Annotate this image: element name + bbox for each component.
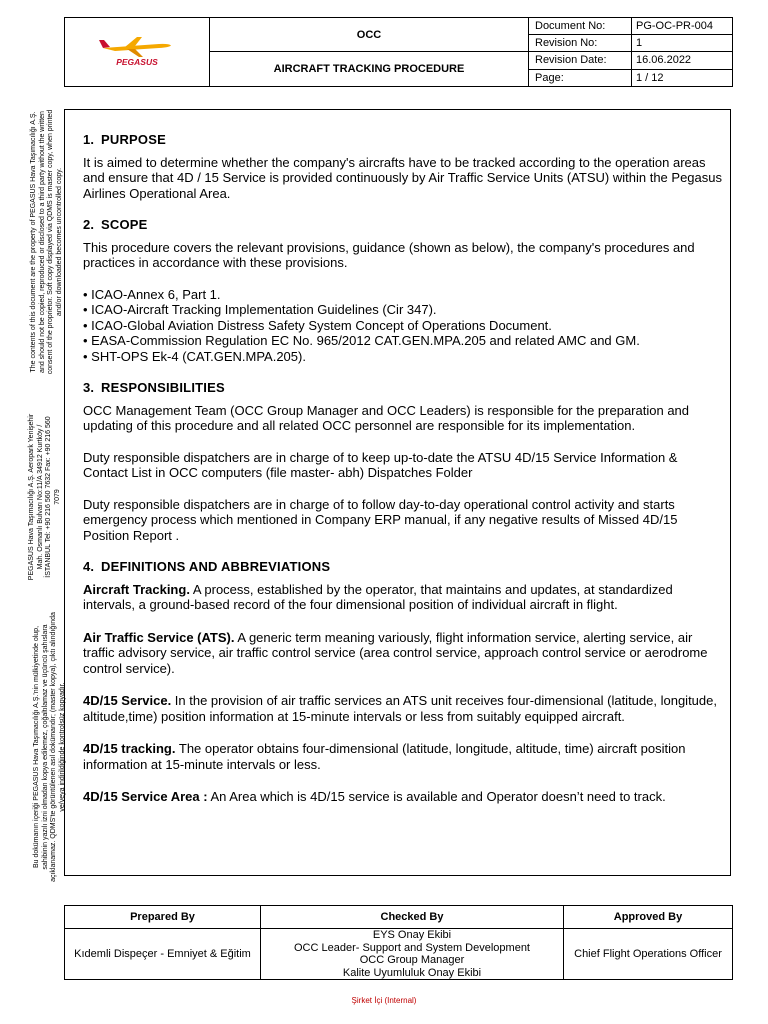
company-logo <box>65 18 210 87</box>
department-title: OCC <box>210 18 529 52</box>
list-item: • ICAO-Global Aviation Distress Safety System Concept of Operations Document. <box>83 318 723 334</box>
revision-number: 1 <box>632 35 733 52</box>
section-heading: 3. RESPONSIBILITIES <box>83 380 225 395</box>
definition-text: A generic term meaning variously, flight information service, alerting service, air traffic advisory service, air traffic control service (area control service, approach control service or aerodrome control service). <box>83 629 708 676</box>
definition-text: The operator obtains four-dimensional (latitude, longitude, altitude, time) aircraft position information at 15-minute intervals or less. <box>83 741 686 772</box>
document-title: AIRCRAFT TRACKING PROCEDURE <box>210 52 529 87</box>
approval-table <box>64 905 733 980</box>
definition-item <box>83 582 723 613</box>
checked-by-line: OCC Group Manager <box>359 954 465 966</box>
approved-by-value: Chief Flight Operations Officer <box>564 929 733 980</box>
document-number: PG-OC-PR-004 <box>632 18 733 35</box>
document-body <box>64 109 731 876</box>
definition-item <box>83 630 723 677</box>
definition-text: An Area which is 4D/15 service is available and Operator doesn’t need to track. <box>207 789 666 804</box>
meta-label: Revision Date: <box>529 52 632 70</box>
definition-term: 4D/15 tracking. <box>83 741 176 756</box>
classification-label: Şirket İçi (Internal) <box>351 996 417 1005</box>
airplane-logo-icon <box>97 31 177 71</box>
scope-text: This procedure covers the relevant provisions, guidance (shown as below), the company's procedures and practices in accordance with these provisions. <box>83 239 695 270</box>
definition-item <box>83 789 723 805</box>
page-number: 1 / 12 <box>632 69 733 87</box>
definition-item <box>83 741 723 772</box>
scope-list <box>83 287 723 365</box>
revision-date: 16.06.2022 <box>632 52 733 70</box>
side-copyright-turkish: Bu dokümanın içeriği PEGASUS Hava Taşımacılığı A.Ş.'nin mülkiyetinde olup, sahibinin yazılı izni olmadan kopya edilemez, çoğaltılamaz ve üçüncü şahıslara açıklanamaz. QDMS'te görüntülenen asıl dokümandır; (master kopya), çıktı alındığında ve/veya indirildiğinde kontrolsüz kopyadır. <box>33 612 66 882</box>
side-copyright-english: The contents of this document are the property of PEGASUS Hava Taşımacılığı A.Ş. and should not be copied, reproduced or disclosed to a third party without the written consent of the proprietor. Soft copy displayed via QDMS is master copy, when printed and/or downloaded becomes uncontrolled copy. <box>30 109 63 375</box>
definition-text: A process, established by the operator, that maintains and updates, at standardized intervals, a ground-based record of the four dimensional position of individual aircraft in flight. <box>83 581 673 612</box>
list-item: • SHT-OPS Ek-4 (CAT.GEN.MPA.205). <box>83 349 723 365</box>
section-heading: 1. PURPOSE <box>83 132 166 147</box>
purpose-text: It is aimed to determine whether the company's aircrafts have to be tracked according to the operation areas and ensure that 4D / 15 Service is provided continuously by Air Traffic Service Units (ATSU) within the Pegasus Airlines Operational Area. <box>83 154 722 201</box>
checked-by-line: OCC Leader- Support and System Development <box>293 941 530 954</box>
prepared-by-header: Prepared By <box>65 906 261 929</box>
meta-label: Document No: <box>529 18 632 35</box>
section-heading: 2. SCOPE <box>83 217 148 232</box>
document-header <box>64 17 733 87</box>
side-company-address: PEGASUS Hava Taşımacılığı A.Ş. Aeropark Yenişehir Mah. Osmanlı Bulvarı No:11/A 34912 Kurtköy / İSTANBUL Tel: +90 216 560 7632 Fax: +90 216 560 7079 <box>28 413 61 581</box>
definition-term: 4D/15 Service Area : <box>83 789 208 804</box>
list-item: • ICAO-Aircraft Tracking Implementation Guidelines (Cir 347). <box>83 302 723 318</box>
svg-text:PEGASUS: PEGASUS <box>116 56 158 67</box>
checked-by-line: EYS Onay Ekibi <box>372 929 452 941</box>
definition-text: In the provision of air traffic services an ATS unit receives four-dimensional (latitude, longitude, altitude,time) position information at 15-minute intervals or less from suitably equipped aircraft. <box>83 693 717 724</box>
meta-label: Revision No: <box>529 35 632 52</box>
checked-by-header: Checked By <box>261 906 564 929</box>
list-item: • ICAO-Annex 6, Part 1. <box>83 287 723 303</box>
list-item: • EASA-Commission Regulation EC No. 965/2012 CAT.GEN.MPA.205 and related AMC and GM. <box>83 333 723 349</box>
responsibility-paragraph: Duty responsible dispatchers are in charge of to keep up-to-date the ATSU 4D/15 Service Information & Contact List in OCC computers (file master- abh) Dispatches Folder <box>83 449 678 480</box>
responsibility-paragraph: OCC Management Team (OCC Group Manager and OCC Leaders) is responsible for the preparation and updating of this procedure and all related OCC personnel are responsible for its implementation. <box>83 402 690 433</box>
definition-item <box>83 693 723 724</box>
responsibility-paragraph: Duty responsible dispatchers are in charge of to follow day-to-day operational control activity and starts emergency process which mentioned in Company ERP manual, if any negative results of Missed 4D/15 Position Report . <box>83 496 678 543</box>
section-heading: 4. DEFINITIONS AND ABBREVIATIONS <box>83 559 331 574</box>
definition-term: Air Traffic Service (ATS). <box>83 629 235 645</box>
approved-by-header: Approved By <box>564 906 733 929</box>
prepared-by-value: Kıdemli Dispeçer - Emniyet & Eğitim <box>65 929 261 980</box>
checked-by-line: Kalite Uyumluluk Onay Ekibi <box>342 966 482 979</box>
definition-term: 4D/15 Service. <box>83 693 172 708</box>
definition-term: Aircraft Tracking. <box>83 581 190 597</box>
meta-label: Page: <box>529 69 632 87</box>
checked-by-value <box>261 929 564 980</box>
